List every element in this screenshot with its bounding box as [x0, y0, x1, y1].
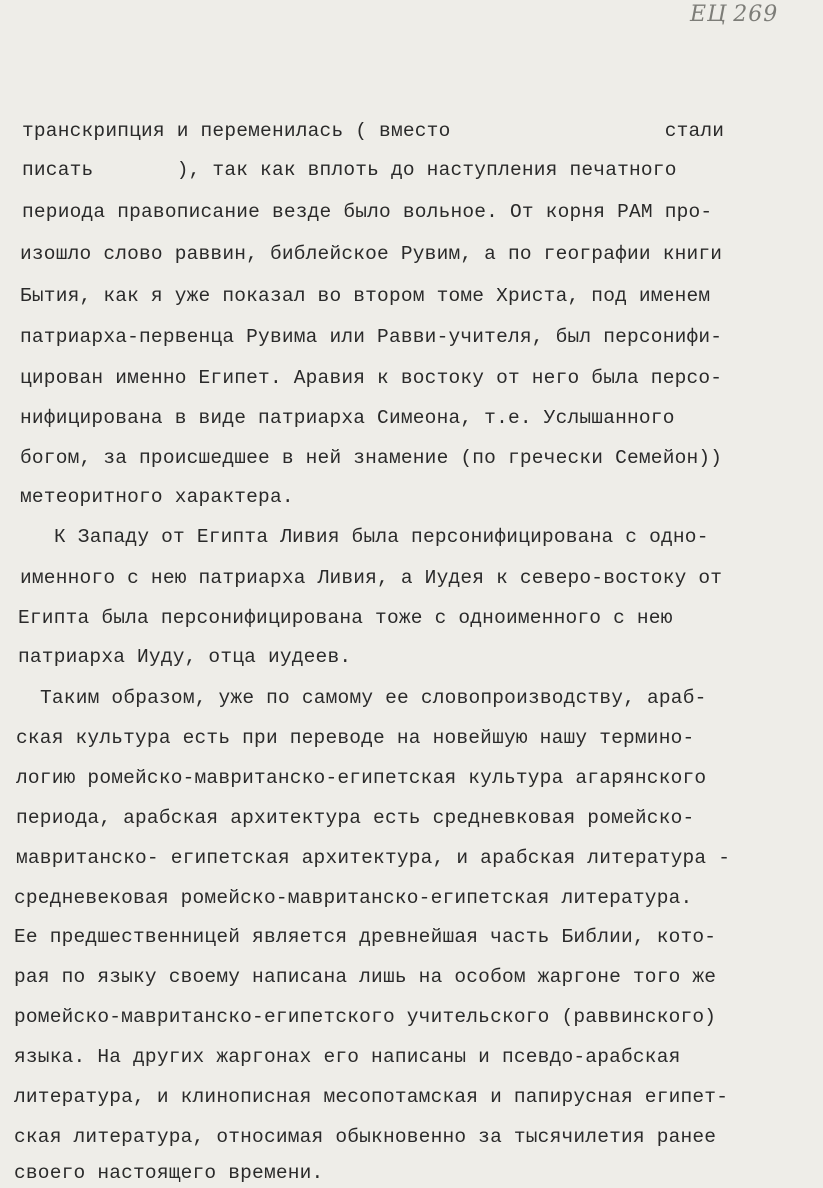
text-line: Египта была персонифицирована тоже с одноименного с нею [18, 607, 673, 629]
text-line: своего настоящего времени. [14, 1162, 324, 1184]
text-line: логию ромейско-мавританско-египетская культура агарянского [16, 767, 707, 789]
text-line: транскрипция и переменилась ( вместо стали [22, 120, 725, 142]
text-line: языка. На других жаргонах его написаны и псевдо-арабская [14, 1046, 681, 1068]
text-line: именного с нею патриарха Ливия, а Иудея к северо-востоку от [20, 567, 723, 589]
text-line: писать ), так как вплоть до наступления печатного [22, 159, 677, 181]
text-line: цирован именно Египет. Аравия к востоку от него была персо- [20, 367, 723, 389]
text-line: Таким образом, уже по самому ее словопроизводству, араб- [40, 687, 707, 709]
text-line: рая по языку своему написана лишь на особом жаргоне того же [14, 966, 717, 988]
text-line: нифицирована в виде патриарха Симеона, т.е. Услышанного [20, 407, 675, 429]
archive-page-mark [690, 0, 814, 38]
text-line: метеоритного характера. [20, 486, 294, 508]
text-line: изошло слово раввин, библейское Рувим, а по географии книги [20, 243, 723, 265]
text-line: средневековая ромейско-мавританско-египетская литература. [14, 887, 693, 909]
text-line: мавританско- египетская архитектура, и арабская литература - [16, 847, 731, 869]
text-line: патриарха Иуду, отца иудеев. [18, 646, 352, 668]
archive-prefix: ЕЦ [690, 2, 728, 27]
text-line: Ее предшественницей является древнейшая часть Библии, кото- [14, 926, 717, 948]
text-line: патриарха-первенца Рувима или Равви-учителя, был персонифи- [20, 326, 723, 348]
text-line: богом, за происшедшее в ней знамение (по гречески Семейон)) [20, 447, 723, 469]
text-line: Бытия, как я уже показал во втором томе Христа, под именем [20, 285, 711, 307]
text-line: ская литература, относимая обыкновенно за тысячилетия ранее [14, 1126, 717, 1148]
text-line: ская культура есть при переводе на новейшую нашу термино- [16, 727, 695, 749]
text-line: литература, и клинописная месопотамская и папирусная египет- [14, 1086, 729, 1108]
archive-page-number: 269 [733, 2, 779, 27]
text-line: периода, арабская архитектура есть средневковая ромейско- [16, 807, 695, 829]
text-line: ромейско-мавританско-египетского учительского (раввинского) [14, 1006, 717, 1028]
text-line: периода правописание везде было вольное. От корня РАМ про- [22, 201, 713, 223]
text-line: К Западу от Египта Ливия была персонифицирована с одно- [54, 526, 709, 548]
